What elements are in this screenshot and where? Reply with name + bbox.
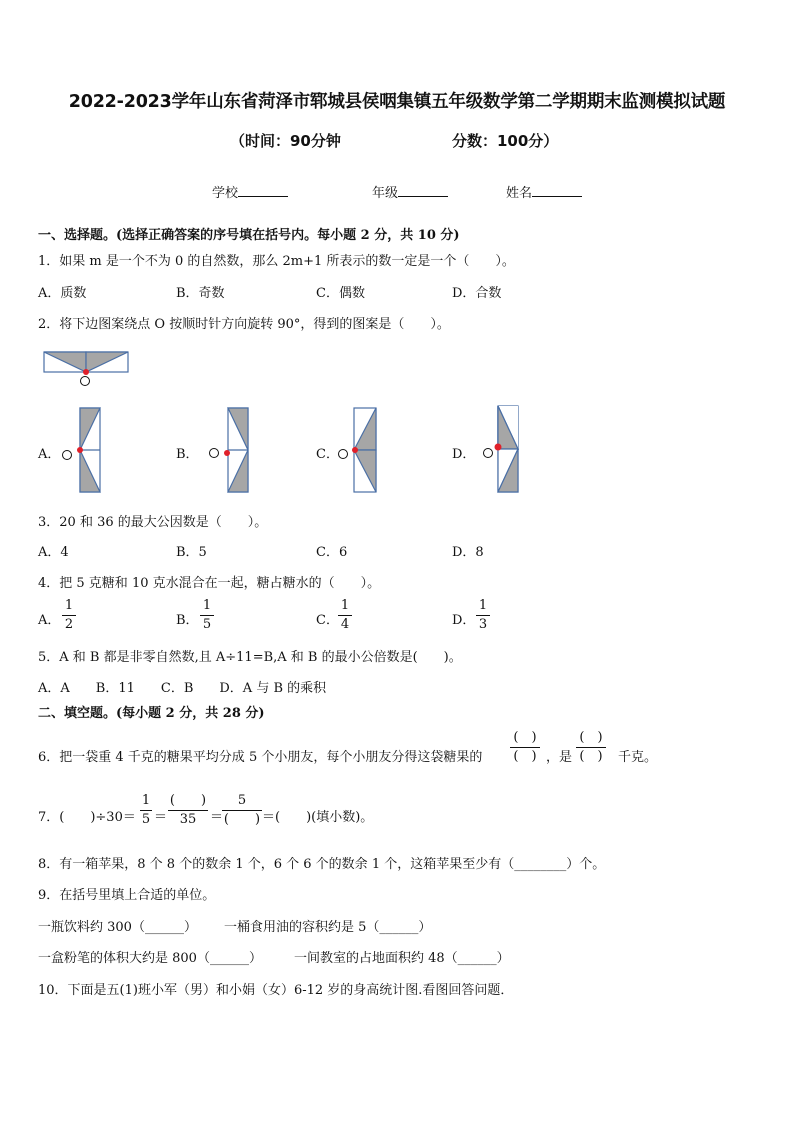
- q4-fraction-d-num: 1: [478, 598, 488, 613]
- q1-option-d[interactable]: D．合数: [452, 286, 502, 301]
- question-9: 9．在括号里填上合适的单位。: [38, 888, 216, 903]
- q7-equals-1: ＝: [154, 810, 168, 825]
- q7-fraction-3[interactable]: [222, 793, 262, 828]
- q2-option-b-figure: [206, 408, 252, 494]
- q2-option-c[interactable]: C．: [316, 447, 339, 462]
- section-fill-heading: 二、填空题。(每小题 2 分，共 28 分): [38, 706, 265, 721]
- q7-fraction-1-num: 1: [141, 793, 151, 808]
- question-10: 10．下面是五(1)班小军（男）和小娟（女）6-12 岁的身高统计图.看图回答问题．: [38, 983, 514, 998]
- question-4: 4．把 5 克糖和 10 克水混合在一起，糖占糖水的（ ）。: [38, 576, 381, 591]
- q7-fraction-3-num: 5: [237, 793, 247, 808]
- q2-option-d[interactable]: D．: [452, 447, 476, 462]
- q3-option-a[interactable]: A．4: [38, 545, 69, 560]
- q7-fraction-3-den: ( ): [223, 812, 261, 827]
- question-6: 6．把一袋重 4 千克的糖果平均分成 5 个小朋友，每个小朋友分得这袋糖果的: [38, 750, 483, 765]
- q5-options[interactable]: A．A B．11 C．B D．A 与 B 的乘积: [38, 681, 327, 696]
- q4-option-d[interactable]: D．: [452, 613, 476, 628]
- q9-line-1a: 一瓶饮料约 300（______）: [38, 920, 197, 935]
- q4-fraction-a-den: 2: [64, 617, 74, 632]
- q4-fraction-a: [62, 598, 76, 633]
- question-7-lead: 7．( )÷30＝: [38, 810, 136, 825]
- q6-fraction-blank-1-num: ( ): [513, 730, 537, 745]
- q4-option-c[interactable]: C．: [316, 613, 339, 628]
- name-field: [506, 182, 582, 201]
- q6-fraction-blank-2[interactable]: [576, 730, 606, 765]
- name-label: 姓名: [506, 186, 533, 201]
- q6-middle-text: ，是: [546, 750, 573, 765]
- q7-fraction-1: [140, 793, 152, 828]
- q3-option-c[interactable]: C．6: [316, 545, 348, 560]
- q2-option-a[interactable]: A．: [38, 447, 61, 462]
- school-label: 学校: [212, 186, 239, 201]
- grade-field: [372, 182, 448, 201]
- q6-fraction-blank-2-den: ( ): [579, 749, 603, 764]
- q6-end-text: 千克。: [618, 750, 658, 765]
- q2-option-a-figure: [62, 408, 102, 494]
- q2-option-b[interactable]: B．: [176, 447, 199, 462]
- q7-equals-2: ＝: [210, 810, 224, 825]
- q4-fraction-a-num: 1: [64, 598, 74, 613]
- grade-blank[interactable]: [398, 184, 448, 197]
- q3-option-b[interactable]: B．5: [176, 545, 207, 560]
- exam-score: 分数：100分）: [452, 132, 559, 150]
- q3-option-d[interactable]: D．8: [452, 545, 484, 560]
- q1-option-c[interactable]: C．偶数: [316, 286, 365, 301]
- q2-option-c-figure: [336, 408, 380, 494]
- q6-fraction-blank-1[interactable]: [510, 730, 540, 765]
- name-blank[interactable]: [532, 184, 582, 197]
- exam-time: （时间：90分钟: [230, 132, 341, 150]
- page-title: 2022-2023学年山东省菏泽市郓城县侯咽集镇五年级数学第二学期期末监测模拟试题: [68, 92, 726, 112]
- question-8: 8．有一箱苹果，8 个 8 个的数余 1 个，6 个 6 个的数余 1 个，这箱苹果至少有（________）个。: [38, 857, 606, 872]
- q4-fraction-d: [476, 598, 490, 633]
- question-3: 3．20 和 36 的最大公因数是（ ）。: [38, 515, 268, 530]
- q1-option-b[interactable]: B．奇数: [176, 286, 225, 301]
- q4-fraction-b: [200, 598, 214, 633]
- question-7-tail: ＝( )(填小数)。: [262, 810, 374, 825]
- q7-fraction-2-num: ( ): [169, 793, 207, 808]
- q9-line-1b: 一桶食用油的容积约是 5（______）: [224, 920, 432, 935]
- q4-fraction-b-num: 1: [202, 598, 212, 613]
- q7-fraction-2[interactable]: [168, 793, 208, 828]
- q9-line-2a: 一盒粉笔的体积大约是 800（______）: [38, 951, 262, 966]
- section-choice-heading: 一、选择题。(选择正确答案的序号填在括号内。每小题 2 分，共 10 分): [38, 228, 460, 243]
- q4-fraction-d-den: 3: [478, 617, 488, 632]
- q7-fraction-1-den: 5: [141, 812, 151, 827]
- q4-fraction-c: [338, 598, 352, 633]
- q6-fraction-blank-1-den: ( ): [513, 749, 537, 764]
- q4-option-a[interactable]: A．: [38, 613, 61, 628]
- q7-fraction-2-den: 35: [179, 812, 197, 827]
- school-blank[interactable]: [238, 184, 288, 197]
- q6-fraction-blank-2-num: ( ): [579, 730, 603, 745]
- q2-original-pattern-figure: [44, 352, 128, 388]
- q4-option-b[interactable]: B．: [176, 613, 199, 628]
- q9-line-2b: 一间教室的占地面积约 48（______）: [294, 951, 510, 966]
- q4-fraction-c-den: 4: [340, 617, 350, 632]
- school-field: [212, 182, 288, 201]
- q4-fraction-c-num: 1: [340, 598, 350, 613]
- question-2: 2．将下边图案绕点 O 按顺时针方向旋转 90°，得到的图案是（ ）。: [38, 317, 450, 332]
- q2-option-d-figure: [480, 406, 522, 494]
- question-1: 1．如果 m 是一个不为 0 的自然数，那么 2m+1 所表示的数一定是一个（ ）。: [38, 254, 515, 269]
- grade-label: 年级: [372, 186, 399, 201]
- question-5: 5．A 和 B 都是非零自然数,且 A÷11=B,A 和 B 的最小公倍数是( )。: [38, 650, 462, 665]
- q4-fraction-b-den: 5: [202, 617, 212, 632]
- q1-option-a[interactable]: A．质数: [38, 286, 87, 301]
